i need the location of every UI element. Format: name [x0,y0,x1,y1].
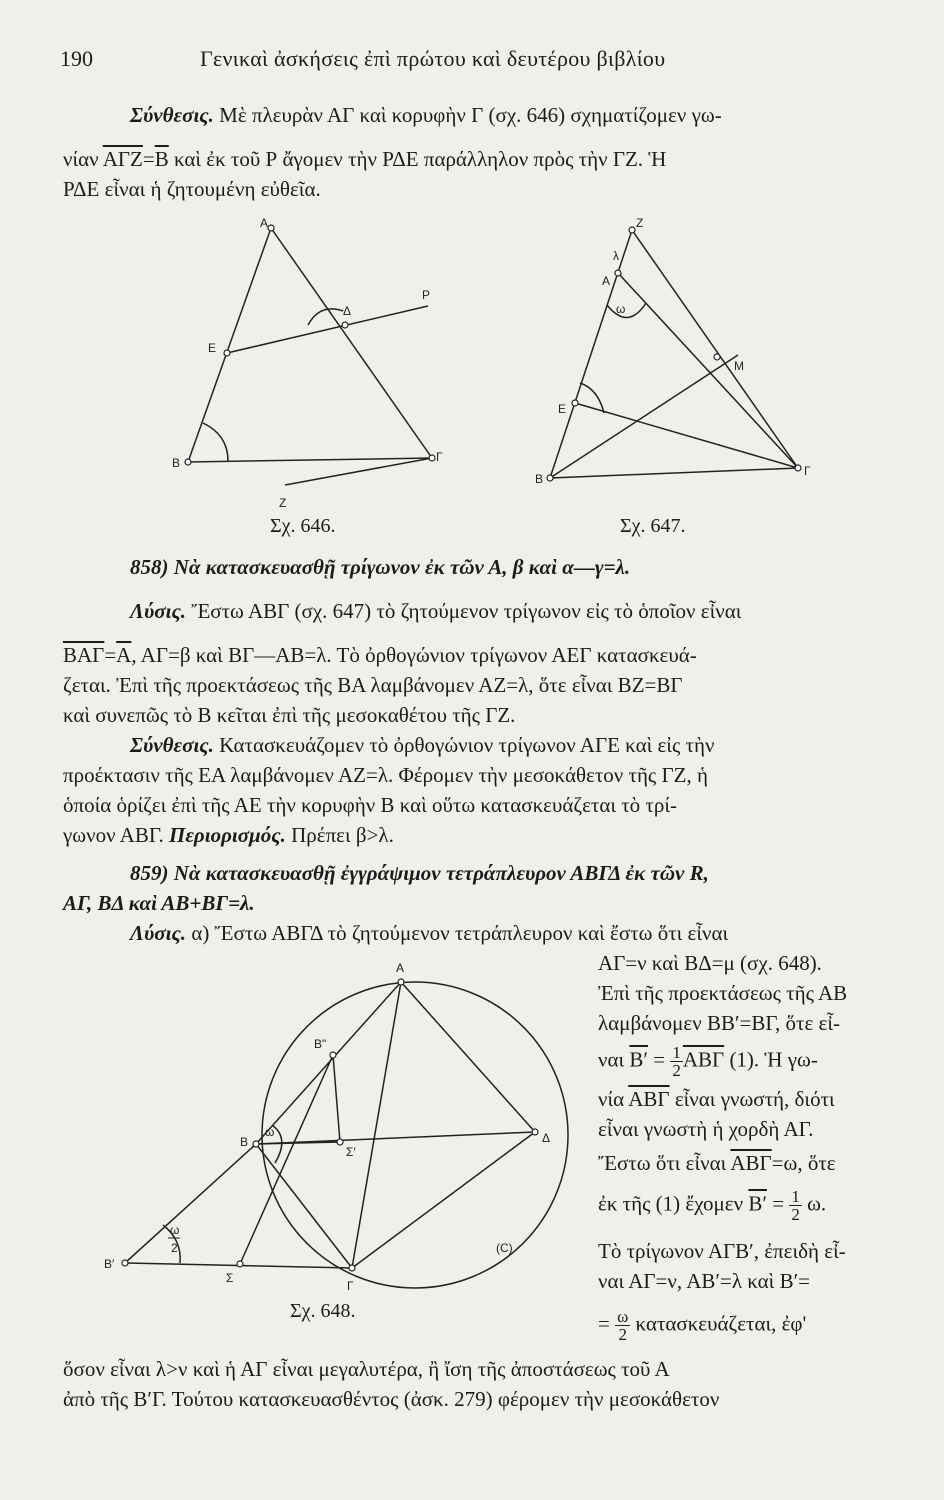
fig648-label-B: B [240,1135,249,1149]
text-span: προέκτασιν τῆς ΕΑ λαμβάνομεν ΑΖ=λ. Φέρομεν τὴν μεσοκάθετον τῆς ΓΖ, ἡ [63,763,708,787]
text-span: = [766,1191,790,1216]
fraction-denominator: 2 [672,1061,681,1080]
text-span: γωνον ΑΒΓ. [63,823,169,847]
text-line [63,820,394,850]
fraction [615,1308,630,1343]
fig646-label-E: E [208,341,217,355]
fig648-label-W2-num: ω [170,1223,180,1237]
text-span: εἶναι γνωστή, διότι [669,1087,835,1111]
fig646-side-BG [188,458,432,462]
fig648-label-C: (C) [496,1241,513,1255]
text-span: νίαν [63,147,103,171]
fig646-side-AG [271,228,432,458]
text-span: ὅσον εἶναι λ>ν καὶ ἡ ΑΓ εἶναι μεγαλυτέρα, ἢ ἴση τῆς ἀποστάσεως τοῦ Α [63,1357,670,1381]
text-line [130,100,722,130]
text-line [598,1114,814,1144]
text-line [63,144,666,174]
fig647-angle-A-arc [607,303,646,318]
text-span: Ἐπὶ τῆς προεκτάσεως τῆς ΑΒ [598,981,848,1005]
text-line [63,790,677,820]
text-line [130,596,741,626]
fig646-angle-B-arc [203,423,228,461]
text-line [598,1236,846,1266]
fig647-point-G [795,465,801,471]
exercise-859-title-line1: 859) Νὰ κατασκευασθῇ ἐγγράψιμον τετράπλευρον ΑΒΓΔ ἐκ τῶν R, [130,861,709,885]
text-span: νία [598,1087,629,1111]
fig648-point-B [253,1141,259,1147]
text-span: ὁποία ὁρίζει ἐπὶ τῆς ΑΕ τὴν κορυφὴν Β καὶ οὕτω κατασκευάζεται τὸ τρί- [63,793,677,817]
fig648-side-AB [256,982,401,1144]
fig647-label-Z: Z [636,216,644,230]
angle-notation: $\overline{B}$ [154,147,169,171]
text-span: = [598,1311,616,1336]
fig648-line-B2S [240,1055,333,1264]
text-span: Τὸ τρίγωνον ΑΓΒ′, ἐπειδὴ εἶ- [598,1239,846,1263]
fig646-label-A: A [260,216,269,230]
fig648-point-B1 [122,1260,128,1266]
fig647-label-W: ω [616,302,626,316]
fig646-label-B: B [172,456,181,470]
text-span: (1). Ἡ γω- [724,1047,818,1072]
fraction-numerator: 1 [672,1043,681,1062]
fraction-denominator: 2 [791,1205,800,1224]
fig648-line-BS2 [256,1142,340,1144]
text-line [63,640,697,670]
fig648-label-S2: Σ′ [346,1145,356,1159]
angle-notation: $\overline{BA\Gamma}$ [63,643,105,667]
fig646-label-G: Γ [436,450,443,464]
angle-notation: $\overline{AB\Gamma}$ [730,1151,772,1175]
fig648-label-B1: B′ [104,1257,115,1271]
fig648-label-G: Γ [347,1279,354,1293]
text-span: ω. [801,1191,827,1216]
page-header [60,46,864,76]
fig647-side-BG [550,468,798,478]
text-line [63,700,515,730]
fig648-point-S2 [337,1139,343,1145]
text-line [598,1084,835,1114]
fig648-label-A: A [396,961,405,975]
fig646-point-B [185,459,191,465]
text-span: =ω, ὅτε [771,1151,836,1175]
figure-646 [160,215,460,515]
fraction [670,1044,683,1079]
synthesis-label: Σύνθεσις. [130,733,214,757]
fig647-side-AG [618,273,798,468]
text-span: Ἔστω ΑΒΓ (σχ. 647) τὸ ζητούμενον τρίγωνον εἰς τὸ ὁποῖον εἶναι [186,599,742,623]
text-span: ἀπὸ τῆς Β′Γ. Τούτου κατασκευασθέντος (ἀσκ. 279) φέρομεν τὴν μεσοκάθετον [63,1387,720,1411]
solution-label: Λύσις. [130,599,187,623]
text-line [598,1008,840,1038]
text-line [598,1266,810,1296]
angle-notation: $\overline{A\Gamma Z}$ [102,147,143,171]
fig647-line-EG [575,403,798,468]
fig648-line-BB1 [125,1144,256,1263]
fig648-line-B2S2 [333,1055,340,1142]
text-span: = [142,147,155,171]
fig647-point-Z [629,227,635,233]
fig646-label-P: P [422,288,431,302]
fig648-label-B2: B" [314,1037,327,1051]
fig647-label-M: M [734,359,744,373]
text-span: Κατασκευάζομεν τὸ ὀρθογώνιον τρίγωνον ΑΓΕ καὶ εἰς τὴν [213,733,715,757]
solution-label: Λύσις. [130,921,187,945]
fig648-point-D [532,1129,538,1135]
fig646-label-D: Δ [343,304,352,318]
angle-notation: $\overline{AB\Gamma}$ [682,1047,725,1072]
text-span: ναι ΑΓ=ν, ΑΒ′=λ καὶ Β′= [598,1269,811,1293]
fig647-point-E [572,400,578,406]
fig646-point-G [429,455,435,461]
text-line [598,1188,826,1223]
text-line [598,1308,806,1343]
page-number: 190 [60,46,93,71]
fig648-circle-C [262,982,568,1288]
figure-648 [100,960,580,1320]
fig646-label-Z: Z [279,496,287,510]
fig647-label-E: E [558,402,567,416]
angle-notation: Β′ [748,1191,767,1216]
text-span: Μὲ πλευρὰν ΑΓ καὶ κορυφὴν Γ (σχ. 646) σχηματίζομεν γω- [213,103,722,127]
fig648-point-G [349,1265,355,1271]
fig647-point-A [615,270,621,276]
exercise-859-title-line2: ΑΓ, ΒΔ καὶ ΑΒ+ΒΓ=λ. [63,891,255,915]
fig648-point-B2 [330,1052,336,1058]
synthesis-label: Σύνθεσις. [130,103,214,127]
fig648-side-AD [401,982,535,1132]
text-span: = [648,1047,671,1072]
text-line [598,1044,818,1079]
text-line [63,1384,719,1414]
fig647-label-G: Γ [804,464,811,478]
text-span: ζεται. Ἐπὶ τῆς προεκτάσεως τῆς ΒΑ λαμβάνομεν ΑΖ=λ, ὅτε εἶναι ΒΖ=ΒΓ [63,673,683,697]
text-span: , ΑΓ=β καὶ ΒΓ—ΑΒ=λ. Τὸ ὀρθογώνιον τρίγωνον ΑΕΓ κατασκευά- [131,643,697,667]
angle-notation: $\overline{AB\Gamma}$ [628,1087,670,1111]
text-span: Ἔστω ὅτι εἶναι [598,1151,731,1175]
text-line [63,670,683,700]
text-span: Πρέπει β>λ. [285,823,394,847]
text-span: α) Ἔστω ΑΒΓΔ τὸ ζητούμενον τετράπλευρον καὶ ἔστω ὅτι εἶναι [186,921,729,945]
fig647-line-ZB [550,230,632,478]
figure-647 [530,215,830,515]
fig646-caption: Σχ. 646. [270,515,336,537]
text-span: ναι [598,1047,630,1072]
text-span: εἶναι γνωστὴ ἡ χορδὴ ΑΓ. [598,1117,814,1141]
fig646-point-A [268,225,274,231]
text-line [63,760,708,790]
fig648-diagonal-AG [352,982,401,1268]
fig648-label-D: Δ [542,1131,551,1145]
fig647-line-ZG [632,230,798,468]
text-span: καὶ ἐκ τοῦ Ρ ἄγομεν τὴν ΡΔΕ παράλληλον πρὸς τὴν ΓΖ. Ἡ [168,147,667,171]
fig646-point-D [342,322,348,328]
running-title: Γενικαὶ ἀσκήσεις ἐπὶ πρώτου καὶ δευτέρου βιβλίου [200,46,666,71]
fig646-line-EP [227,306,428,353]
restriction-label: Περιορισμός. [168,823,286,847]
fraction-numerator: 1 [791,1187,800,1206]
fig648-caption: Σχ. 648. [290,1300,356,1322]
fig647-label-L: λ [613,249,619,263]
fig648-label-S: Σ [226,1271,234,1285]
fig648-point-S [237,1261,243,1267]
angle-notation: $\overline{A}$ [116,643,132,667]
fraction-numerator: ω [617,1307,629,1326]
text-span: ΡΔΕ εἶναι ἡ ζητουμένη εὐθεῖα. [63,177,321,201]
fig647-point-M [714,354,720,360]
text-line [598,1148,836,1178]
text-line [130,918,728,948]
text-span: λαμβάνομεν ΒΒ′=ΒΓ, ὅτε εἶ- [598,1011,840,1035]
fig648-label-W: ω [265,1125,275,1139]
text-line [63,1354,670,1384]
text-span: καὶ συνεπῶς τὸ Β κεῖται ἐπὶ τῆς μεσοκαθέτου τῆς ΓΖ. [63,703,516,727]
fig647-point-B [547,475,553,481]
fig648-side-BG [256,1144,352,1268]
fig646-point-E [224,350,230,356]
fig647-line-BM [550,355,738,478]
text-line [130,730,714,760]
text-span: ἐκ τῆς (1) ἔχομεν [598,1191,749,1216]
fig647-label-B: B [535,472,544,486]
fig646-line-GZ [285,458,432,485]
text-span: = [104,643,117,667]
angle-notation: Β′ [629,1047,649,1072]
fraction [789,1188,802,1223]
fig647-caption: Σχ. 647. [620,515,686,537]
fig648-label-W2-den: 2 [171,1241,178,1255]
text-line [63,174,321,204]
text-span: ΑΓ=ν καὶ ΒΔ=μ (σχ. 648). [598,951,822,975]
text-span: κατασκευάζεται, ἐφ' [630,1311,807,1336]
text-line [598,978,847,1008]
text-line [598,948,822,978]
fraction-denominator: 2 [618,1325,627,1344]
exercise-858-title: 858) Νὰ κατασκευασθῇ τρίγωνον ἐκ τῶν Α, β καὶ α—γ=λ. [130,555,631,579]
fig648-point-A [398,979,404,985]
fig647-label-A: A [602,274,611,288]
